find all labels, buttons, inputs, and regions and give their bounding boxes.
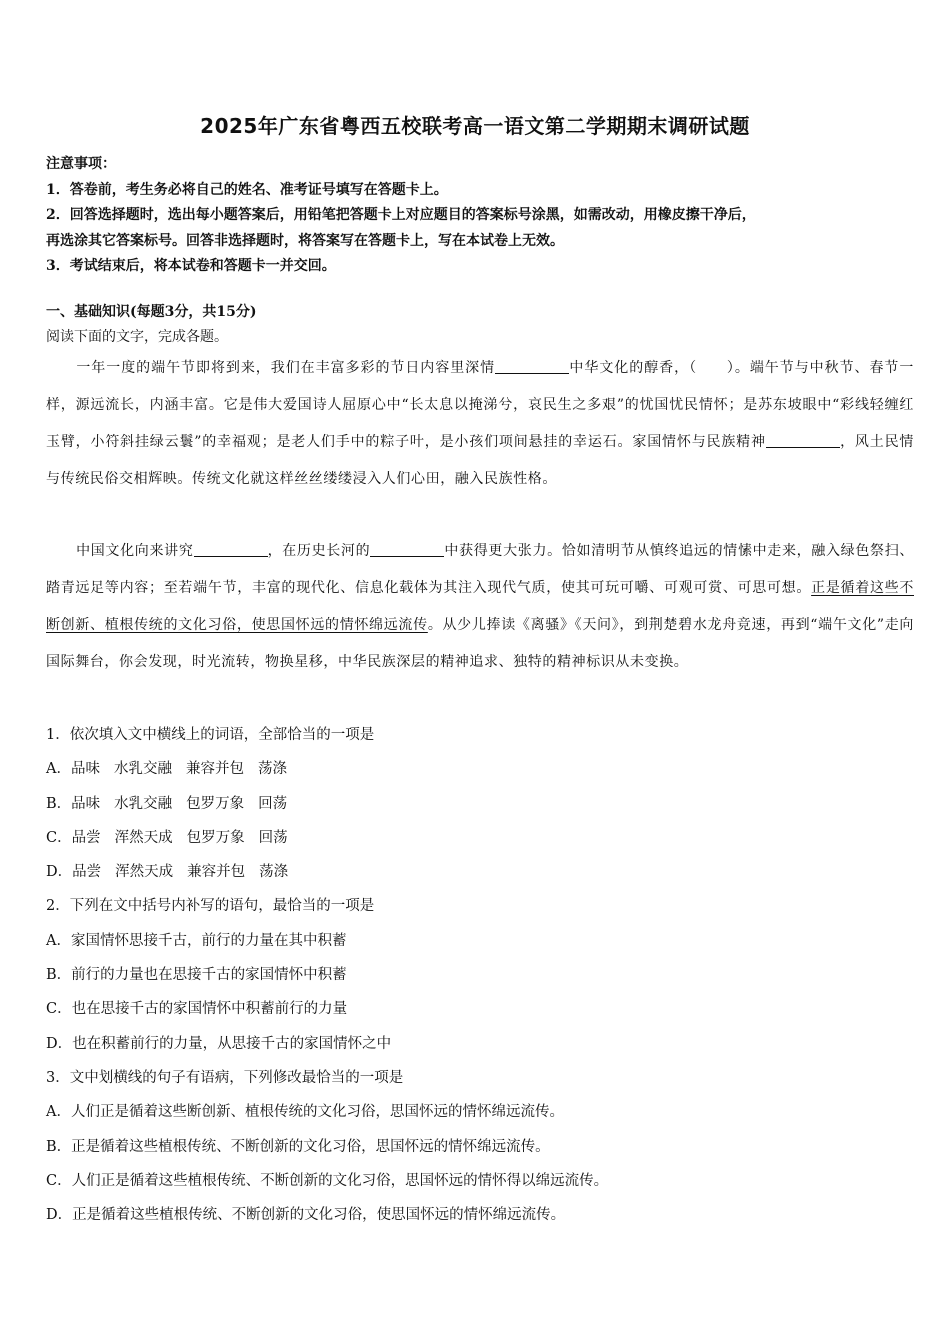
notice-block [46,152,916,280]
option-row: B．品味 水乳交融 包罗万象 回荡 [46,795,288,812]
passage-text: 一年一度的端午节即将到来，我们在丰富多彩的节日内容里深情 [76,360,496,376]
option-row: D．正是循着这些植根传统、不断创新的文化习俗，使思国怀远的情怀绵远流传。 [46,1207,566,1224]
passage-paragraph-2 [46,533,914,681]
question-stem: 1．依次填入文中横线上的词语，全部恰当的一项是 [46,727,375,743]
underlined-sentence: 正是循着这些不断创新、植根传统的文化习俗，使思国怀远的情怀绵远流传 [46,580,914,633]
section-title: 一、基础知识(每题3分，共15分) [46,304,257,320]
notice-line-1: 1．答卷前，考生务必将自己的姓名、准考证号填写在答题卡上。 [46,181,448,198]
notice-line-2a: 2．回答选择题时，选出每小题答案后，用铅笔把答题卡上对应题目的答案标号涂黑，如需改动，用橡皮擦干净后， [46,207,756,223]
passage-text: 中获得更大张力。恰如清明节从慎终追远的情愫中走来，融入绿色祭扫、踏青远足等内容；至若端午节，丰富的现代化、信息化载体为其注入现代气质，使其可玩可嚼、可观可赏、可思可想。 [46,543,914,596]
passage-text: 中华文化的醇香，（ ）。端午节与中秋节、春节一样，源远流长，内涵丰富。它是伟大爱国诗人屈原心中“长太息以掩涕兮，哀民生之多艰”的忧国忧民情怀；是苏东坡眼中“彩线轻缠红玉臂，小符斜挂绿云鬟”的幸福观；是老人们手中的粽子叶，是小孩们项间悬挂的幸运石。家国情怀与民族精神 [46,360,914,450]
question-stem: 2．下列在文中括号内补写的语句，最恰当的一项是 [46,898,375,915]
question-stem: 3．文中划横线的句子有语病，下列修改最恰当的一项是 [46,1069,404,1086]
section-header [46,300,916,350]
passage-text: 。从少儿捧读《离骚》《天问》，到荆楚碧水龙舟竞速，再到“端午文化”走向国际舞台，你会发现，时光流转，物换星移，中华民族深层的精神追求、独特的精神标识从未变换。 [46,617,915,670]
option-row: A．家国情怀思接千古，前行的力量在其中积蓄 [46,932,347,949]
option-row: A．人们正是循着这些断创新、植根传统的文化习俗，思国怀远的情怀绵远流传。 [46,1104,564,1121]
fill-blank [370,542,444,557]
fill-blank [766,433,840,448]
passage-text: 中国文化向来讲究 [76,543,194,559]
notice-line-2b: 再选涂其它答案标号。回答非选择题时，将答案写在答题卡上，写在本试卷上无效。 [46,232,564,249]
option-row: B．正是循着这些植根传统、不断创新的文化习俗，思国怀远的情怀绵远流传。 [46,1138,550,1155]
passage-paragraph-1 [46,350,914,498]
passage-text: ，风土民情与传统民俗交相辉映。传统文化就这样丝丝缕缕浸入人们心田，融入民族性格。 [46,434,914,487]
option-row: C．人们正是循着这些植根传统、不断创新的文化习俗，思国怀远的情怀得以绵远流传。 [46,1172,609,1189]
questions [46,718,916,1232]
section-instruction: 阅读下面的文字，完成各题。 [46,329,228,345]
notice-heading: 注意事项： [46,156,116,172]
passage-text: ，在历史长河的 [267,543,371,559]
fill-blank [495,359,569,374]
page-title: 2025年广东省粤西五校联考高一语文第二学期期末调研试题 [200,114,750,138]
fill-blank [194,542,268,557]
option-row: D．也在积蓄前行的力量，从思接千古的家国情怀之中 [46,1035,392,1052]
option-row: D．品尝 浑然天成 兼容并包 荡涤 [46,864,289,881]
option-row: C．也在思接千古的家国情怀中积蓄前行的力量 [46,1001,348,1018]
option-row: C．品尝 浑然天成 包罗万象 回荡 [46,829,288,846]
option-row: B．前行的力量也在思接千古的家国情怀中积蓄 [46,967,347,984]
notice-line-3: 3．考试结束后，将本试卷和答题卡一并交回。 [46,258,336,274]
option-row: A．品味 水乳交融 兼容并包 荡涤 [46,761,287,778]
